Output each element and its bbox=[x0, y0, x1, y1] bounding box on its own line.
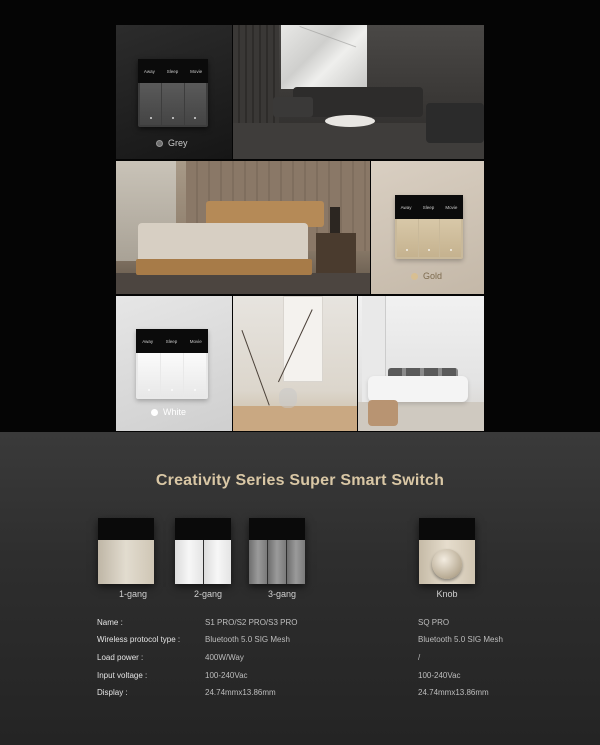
spec-value-switch-load-power: 400W/Way bbox=[205, 653, 244, 662]
switch-key bbox=[419, 219, 440, 257]
knob-dial-icon bbox=[432, 549, 462, 579]
white-label-text: White bbox=[163, 407, 187, 417]
switch-display bbox=[395, 195, 463, 219]
switch-key bbox=[162, 83, 183, 125]
spec-key-protocol: Wireless protocol type : bbox=[97, 635, 181, 644]
grey-switch-image bbox=[138, 59, 208, 127]
grey-label-text: Grey bbox=[168, 138, 188, 148]
spec-value-knob-load-power: / bbox=[418, 653, 421, 662]
switch-keys bbox=[249, 540, 305, 584]
white-switch-tile bbox=[116, 296, 232, 431]
switch-key bbox=[397, 219, 418, 257]
living-room-photo bbox=[233, 25, 484, 159]
color-label-white bbox=[151, 407, 186, 417]
product-image-2-gang bbox=[175, 518, 231, 584]
switch-display bbox=[98, 518, 154, 540]
spec-value-switch-display: 24.74mmx13.86mm bbox=[205, 688, 276, 697]
scene-label-away: Away bbox=[400, 204, 412, 210]
switch-key bbox=[161, 353, 183, 397]
bedroom-photo bbox=[116, 161, 370, 294]
color-label-grey bbox=[156, 138, 188, 148]
switch-display bbox=[175, 518, 231, 540]
floor bbox=[116, 273, 370, 294]
scene-label-movie: Movie bbox=[445, 204, 458, 210]
switch-keys bbox=[140, 83, 206, 125]
switch-display bbox=[138, 59, 208, 83]
switch-keys bbox=[98, 540, 154, 584]
spec-value-switch-name: S1 PRO/S2 PRO/S3 PRO bbox=[205, 618, 298, 627]
coffee-table bbox=[325, 115, 375, 127]
scene-label-away: Away bbox=[142, 338, 154, 344]
product-label-knob: Knob bbox=[436, 589, 458, 599]
white-sofa bbox=[368, 376, 468, 402]
scene-label-sleep: Sleep bbox=[166, 68, 179, 74]
sofa bbox=[293, 87, 423, 117]
nightstand bbox=[316, 233, 356, 273]
scene-label-movie: Movie bbox=[189, 338, 202, 344]
switch-key bbox=[138, 353, 160, 397]
switch-keys bbox=[175, 540, 231, 584]
armchair bbox=[426, 103, 484, 143]
product-label-2-gang: 2-gang bbox=[193, 589, 223, 599]
switch-key bbox=[440, 219, 461, 257]
white-color-dot-icon bbox=[151, 409, 158, 416]
switch-display bbox=[249, 518, 305, 540]
spec-value-knob-input-voltage: 100-240Vac bbox=[418, 671, 461, 680]
spec-value-knob-display: 24.74mmx13.86mm bbox=[418, 688, 489, 697]
gold-label-text: Gold bbox=[423, 271, 443, 281]
section-title: Creativity Series Super Smart Switch bbox=[155, 472, 445, 489]
switch-display bbox=[136, 329, 208, 353]
switch-key bbox=[185, 83, 206, 125]
product-image-1-gang bbox=[98, 518, 154, 584]
product-label-3-gang: 3-gang bbox=[267, 589, 297, 599]
white-switch-image bbox=[136, 329, 208, 399]
bed-base bbox=[136, 259, 312, 275]
glass-vase bbox=[279, 388, 297, 408]
spec-value-knob-name: SQ PRO bbox=[418, 618, 450, 627]
grey-color-dot-icon bbox=[156, 140, 163, 147]
product-label-1-gang: 1-gang bbox=[118, 589, 148, 599]
gold-switch-tile bbox=[371, 161, 484, 294]
marble-wall bbox=[281, 25, 367, 89]
photo-collage bbox=[116, 25, 484, 431]
switch-keys bbox=[397, 219, 461, 257]
spec-key-input-voltage: Input voltage : bbox=[97, 671, 148, 680]
switch-display bbox=[419, 518, 475, 540]
product-image-3-gang bbox=[249, 518, 305, 584]
scene-label-away: Away bbox=[143, 68, 155, 74]
switch-keys bbox=[138, 353, 206, 397]
gold-color-dot-icon bbox=[411, 273, 418, 280]
scene-label-sleep: Sleep bbox=[422, 204, 435, 210]
spec-key-load-power: Load power : bbox=[97, 653, 144, 662]
spec-key-name: Name : bbox=[97, 618, 123, 627]
switch-key bbox=[184, 353, 206, 397]
lamp bbox=[330, 207, 340, 233]
spec-value-switch-input-voltage: 100-240Vac bbox=[205, 671, 248, 680]
spec-value-switch-protocol: Bluetooth 5.0 SIG Mesh bbox=[205, 635, 290, 644]
spec-value-knob-protocol: Bluetooth 5.0 SIG Mesh bbox=[418, 635, 503, 644]
dining-photo bbox=[233, 296, 357, 431]
product-image-knob bbox=[419, 518, 475, 584]
switch-key bbox=[140, 83, 161, 125]
scene-label-sleep: Sleep bbox=[165, 338, 178, 344]
lounge-photo bbox=[358, 296, 484, 431]
gold-switch-image bbox=[395, 195, 463, 259]
scene-label-movie: Movie bbox=[190, 68, 203, 74]
color-label-gold bbox=[411, 271, 442, 281]
spec-key-display: Display : bbox=[97, 688, 128, 697]
dining-table bbox=[233, 406, 357, 431]
spec-section bbox=[0, 432, 600, 745]
lounge-chair bbox=[368, 400, 398, 426]
grey-switch-tile bbox=[116, 25, 232, 159]
